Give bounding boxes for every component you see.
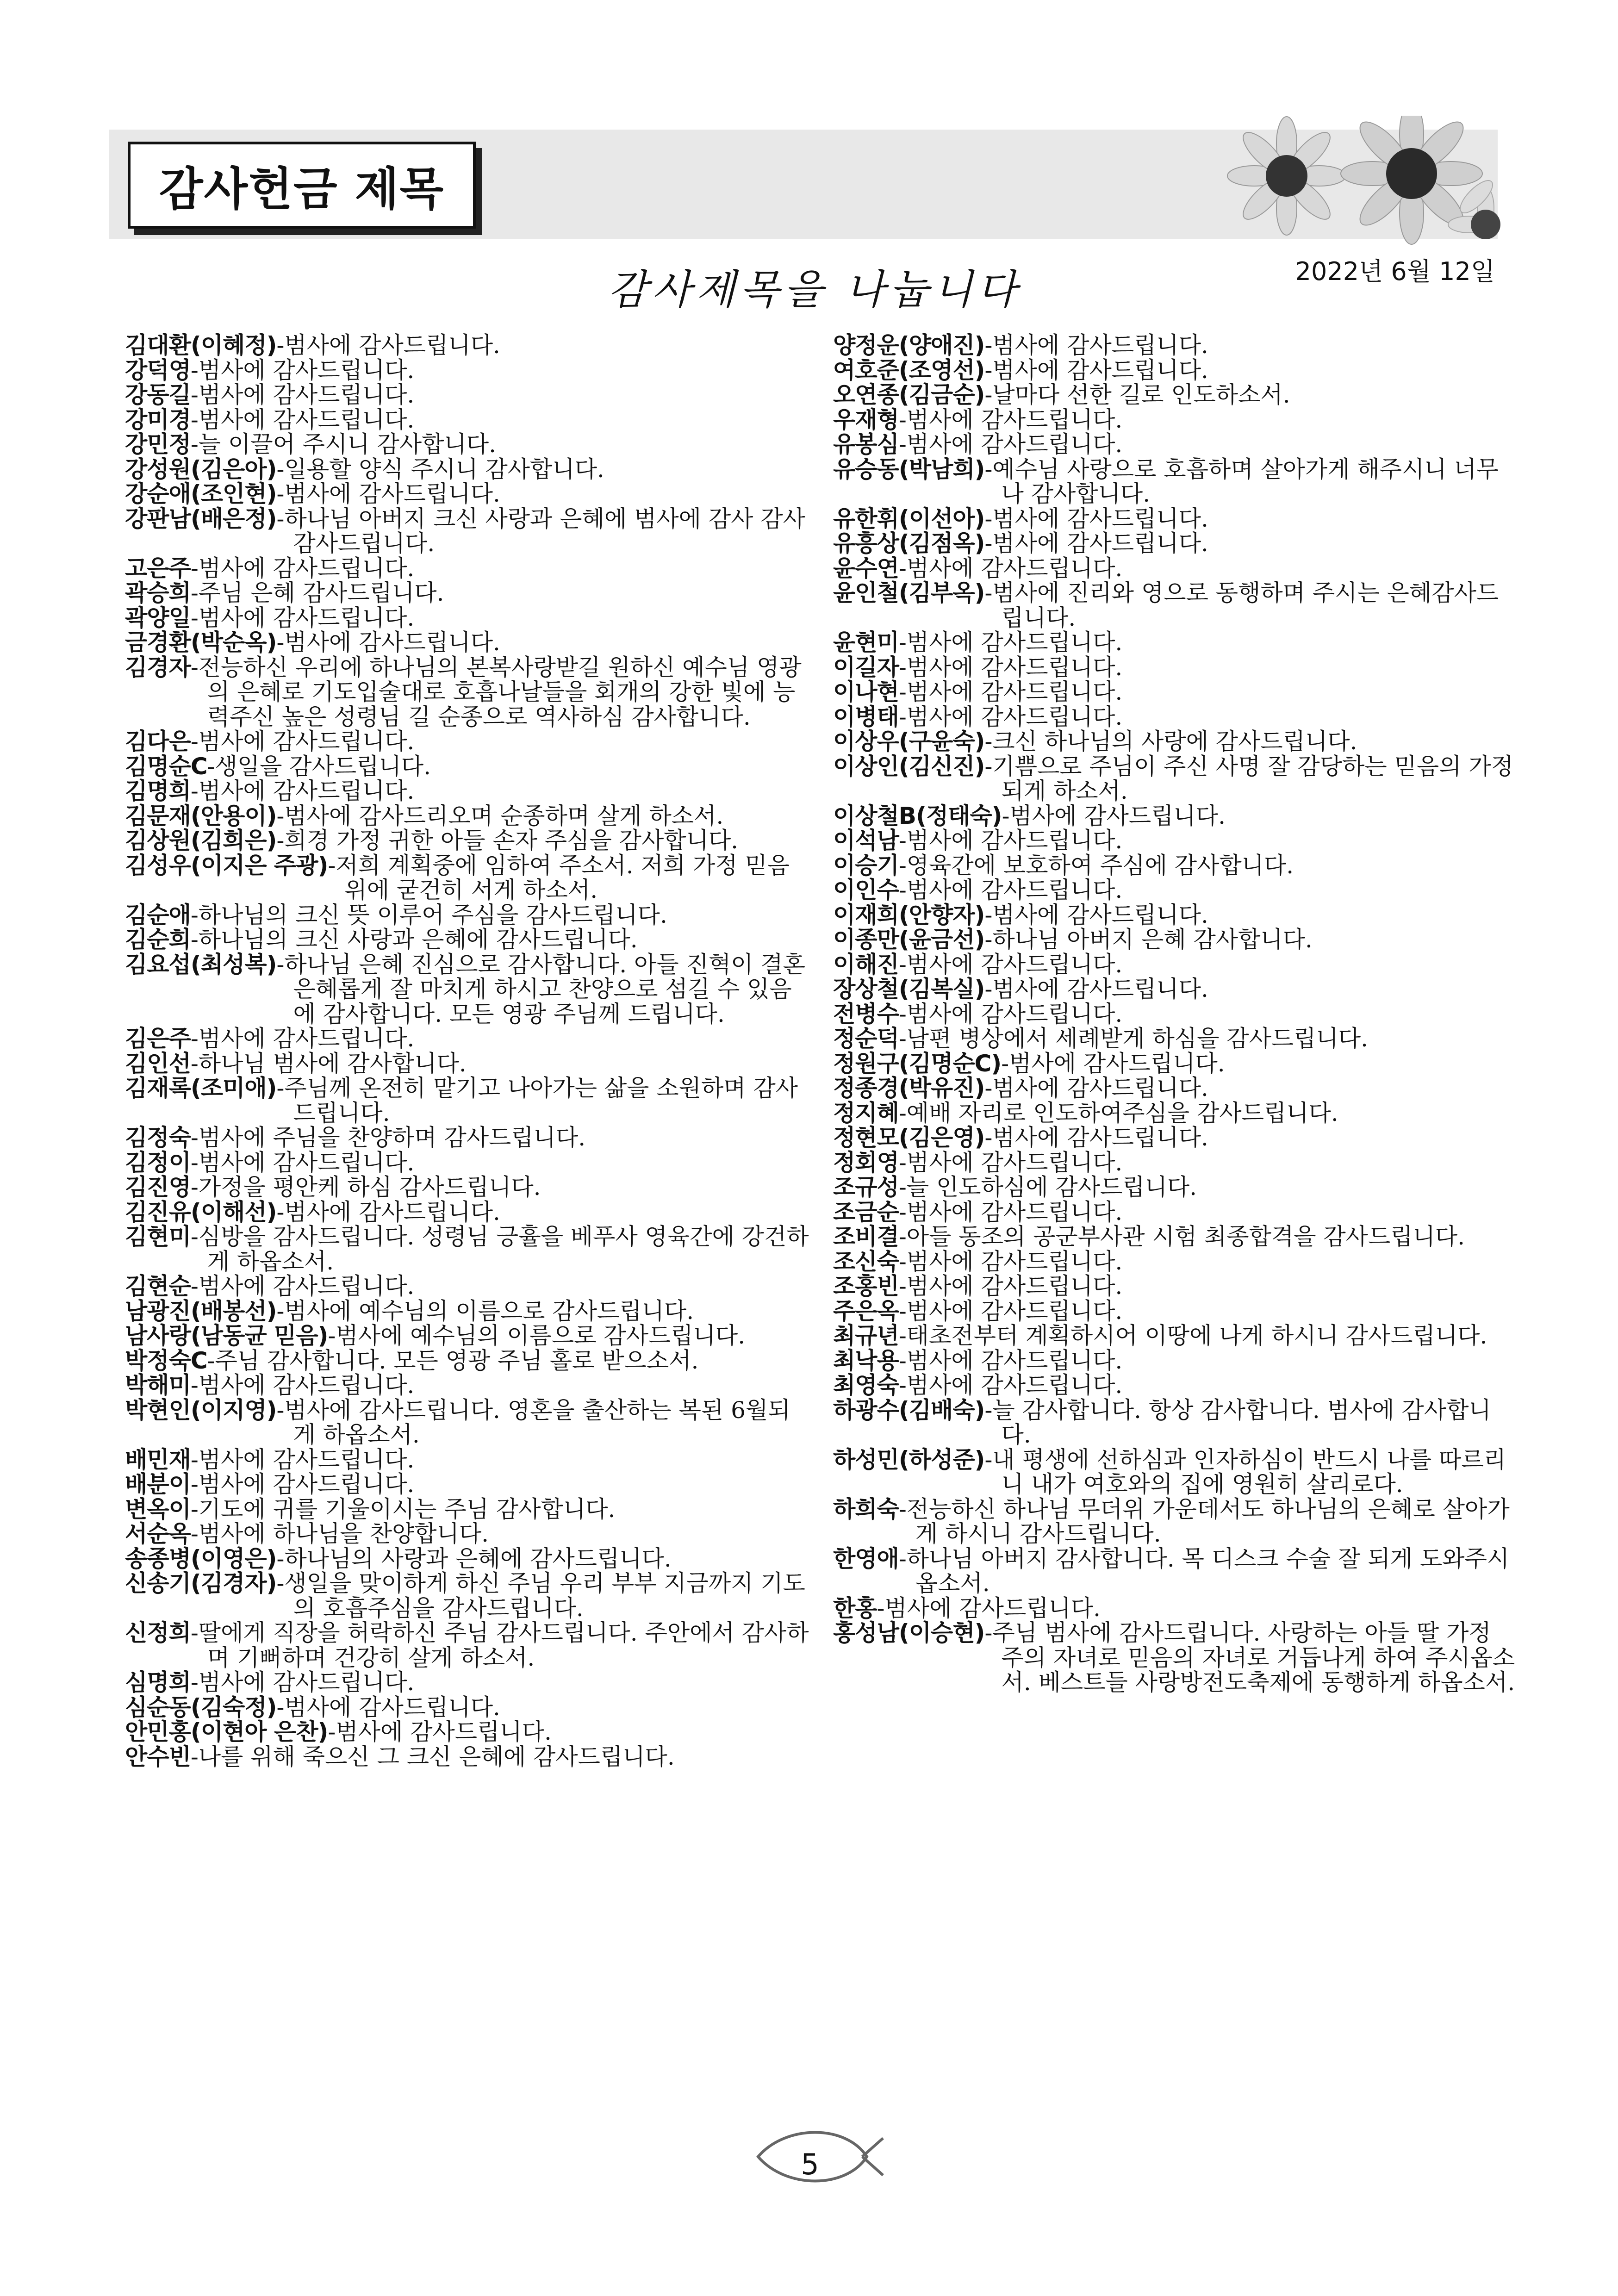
thanks-text: -범사에 감사드립니다. bbox=[898, 703, 1123, 730]
thanks-text: -범사에 감사드립니다. bbox=[898, 951, 1123, 978]
donor-name: 유승동(박남희) bbox=[833, 455, 985, 483]
donor-name: 강동길 bbox=[125, 381, 191, 408]
thanks-text: -희경 가정 귀한 아들 손자 주심을 감사합니다. bbox=[276, 827, 739, 854]
thanks-text: -범사에 감사드립니다. bbox=[898, 678, 1123, 705]
thanks-text: -범사에 감사드립니다. bbox=[898, 1198, 1123, 1226]
thanks-text: -하나님 아버지 은혜 감사합니다. bbox=[984, 926, 1313, 953]
thanks-text: -아들 동조의 공군부사관 시험 최종합격을 감사드립니다. bbox=[898, 1223, 1465, 1250]
list-item bbox=[125, 1126, 810, 1151]
list-item bbox=[125, 1695, 810, 1720]
thanks-text: -범사에 감사드립니다. bbox=[898, 1372, 1123, 1399]
thanks-text: -범사에 감사드립니다. 영혼을 출산하는 복된 6월되게 하옵소서. bbox=[276, 1396, 790, 1448]
list-item bbox=[833, 383, 1518, 408]
thanks-text: -범사에 감사드립니다. bbox=[190, 1025, 415, 1052]
donor-name: 김은주 bbox=[125, 1025, 191, 1052]
donor-name: 안민홍(이현아 은찬) bbox=[125, 1718, 328, 1745]
donor-name: 김명순C bbox=[125, 753, 207, 780]
donor-name: 유한휘(이선아) bbox=[833, 505, 985, 532]
list-item bbox=[833, 680, 1518, 705]
list-item bbox=[125, 606, 810, 631]
thanks-text: -생일을 감사드립니다. bbox=[207, 753, 431, 780]
list-item bbox=[125, 1175, 810, 1200]
donor-name: 김명희 bbox=[125, 778, 191, 804]
list-item bbox=[833, 1175, 1518, 1200]
thanks-text: -범사에 감사드립니다. bbox=[190, 728, 415, 755]
donor-name: 송종병(이영은) bbox=[125, 1545, 277, 1572]
thanks-text: -하나님 아버지 크신 사랑과 은혜에 범사에 감사 감사 감사드립니다. bbox=[276, 505, 805, 557]
donor-name: 최낙용 bbox=[833, 1347, 899, 1374]
donor-name: 고은주 bbox=[125, 554, 191, 582]
thanks-text: -범사에 감사드립니다. bbox=[190, 381, 415, 408]
list-item bbox=[833, 531, 1518, 556]
thanks-text: -범사에 감사드립니다. bbox=[328, 1718, 552, 1745]
list-item bbox=[125, 828, 810, 853]
thanks-text: -딸에게 직장을 허락하신 주님 감사드립니다. 주안에서 감사하며 기뻐하며 건강히 살게 하소서. bbox=[190, 1619, 809, 1671]
donor-name: 윤인철(김부옥) bbox=[833, 579, 985, 606]
thanks-text: -범사에 감사드립니다. bbox=[984, 332, 1208, 359]
thanks-text: -범사에 감사드립니다. bbox=[190, 1669, 415, 1696]
list-item bbox=[833, 457, 1518, 507]
list-item bbox=[125, 1151, 810, 1176]
donor-name: 이승기 bbox=[833, 852, 899, 879]
donor-name: 정지혜 bbox=[833, 1099, 899, 1126]
donor-name: 우재형 bbox=[833, 406, 899, 433]
thanks-text: -내 평생에 선하심과 인자하심이 반드시 나를 따르리니 내가 여호와의 집에 영원히 살리로다. bbox=[984, 1446, 1506, 1498]
thanks-text: -범사에 감사드립니다. bbox=[276, 480, 500, 507]
donor-name: 강민정 bbox=[125, 431, 191, 458]
list-item bbox=[125, 952, 810, 1027]
list-item bbox=[125, 804, 810, 829]
donor-name: 박현인(이지영) bbox=[125, 1396, 277, 1424]
list-item bbox=[125, 1200, 810, 1225]
donor-name: 김경자 bbox=[125, 653, 191, 681]
list-item bbox=[833, 903, 1518, 928]
list-item bbox=[125, 556, 810, 581]
thanks-text: -범사에 진리와 영으로 동행하며 주시는 은혜감사드립니다. bbox=[984, 579, 1499, 631]
donor-name: 최규년 bbox=[833, 1322, 899, 1349]
thanks-text: -범사에 감사드립니다. bbox=[190, 1372, 415, 1399]
thanks-text: -범사에 감사드립니다. bbox=[1001, 1050, 1225, 1077]
thanks-text: -범사에 감사드립니다. bbox=[190, 778, 415, 804]
donor-name: 김진영 bbox=[125, 1174, 191, 1201]
list-item bbox=[125, 1745, 810, 1770]
section-title-box bbox=[128, 142, 476, 229]
donor-name: 배분이 bbox=[125, 1471, 191, 1498]
list-item bbox=[125, 1052, 810, 1076]
donor-name: 이병태 bbox=[833, 703, 899, 730]
thanks-text: -범사에 감사드립니다. bbox=[984, 505, 1208, 532]
right-column bbox=[833, 333, 1518, 1695]
thanks-text: -주님 범사에 감사드립니다. 사랑하는 아들 딸 가정 주의 자녀로 믿음의 자녀로 거듭나게 하여 주시옵소서. 베스트들 사랑방전도축제에 동행하게 하옵소서. bbox=[984, 1619, 1515, 1696]
sunflower-decoration bbox=[1217, 116, 1504, 250]
list-item bbox=[833, 432, 1518, 457]
thanks-text: -범사에 감사드립니다. bbox=[276, 1693, 500, 1721]
thanks-text: -범사에 감사드립니다. bbox=[984, 1124, 1208, 1151]
thanks-text: -전능하신 우리에 하나님의 본복사랑받길 원하신 예수님 영광의 은혜로 기도입술대로 호흡나날들을 회개의 강한 빛에 능력주신 높은 성령님 길 순종으로 역사하심 감사합니다. bbox=[190, 653, 802, 730]
thanks-text: -범사에 감사드립니다. bbox=[190, 1273, 415, 1300]
list-item bbox=[833, 1547, 1518, 1596]
thanks-text: -범사에 감사드립니다. bbox=[190, 554, 415, 582]
donor-name: 이상인(김신진) bbox=[833, 753, 985, 780]
donor-name: 김순희 bbox=[125, 926, 191, 953]
thanks-text: -범사에 감사드립니다. bbox=[898, 1000, 1123, 1027]
donor-name: 홍성남(이승현) bbox=[833, 1619, 985, 1646]
donor-name: 강미경 bbox=[125, 406, 191, 433]
thanks-text: -범사에 감사드립니다. bbox=[276, 629, 500, 656]
list-item bbox=[833, 1324, 1518, 1349]
donor-name: 하성민(하성준) bbox=[833, 1446, 985, 1473]
donor-name: 하광수(김배숙) bbox=[833, 1396, 985, 1424]
list-item bbox=[125, 1373, 810, 1398]
date: 2022년 6월 12일 bbox=[1295, 257, 1495, 286]
list-item bbox=[125, 482, 810, 507]
donor-name: 정종경(박유진) bbox=[833, 1075, 985, 1101]
list-item bbox=[833, 754, 1518, 804]
donor-name: 변옥이 bbox=[125, 1495, 191, 1523]
donor-name: 김상원(김희은) bbox=[125, 827, 277, 854]
donor-name: 박해미 bbox=[125, 1372, 191, 1399]
thanks-text: -태초전부터 계획하시어 이땅에 나게 하시니 감사드립니다. bbox=[898, 1322, 1487, 1349]
donor-name: 신정희 bbox=[125, 1619, 191, 1646]
list-item bbox=[833, 1299, 1518, 1324]
list-item bbox=[125, 1448, 810, 1473]
donor-name: 정현모(김은영) bbox=[833, 1124, 985, 1151]
list-item bbox=[125, 655, 810, 730]
donor-name: 정원구(김명순C) bbox=[833, 1050, 1002, 1077]
donor-name: 박정숙C bbox=[125, 1347, 207, 1374]
donor-name: 정순덕 bbox=[833, 1025, 899, 1052]
thanks-text: -범사에 감사드립니다. bbox=[898, 431, 1123, 458]
list-item bbox=[833, 1052, 1518, 1076]
list-item bbox=[125, 333, 810, 358]
thanks-text: -생일을 맞이하게 하신 주님 우리 부부 지금까지 기도의 호흡주심을 감사드립니다. bbox=[276, 1570, 805, 1622]
thanks-text: -전능하신 하나님 무더위 가운데서도 하나님의 은혜로 살아가게 하시니 감사드립니다. bbox=[898, 1495, 1510, 1547]
donor-name: 한홍 bbox=[833, 1594, 877, 1622]
list-item bbox=[125, 1497, 810, 1522]
thanks-text: -주님 감사합니다. 모든 영광 주님 홀로 받으소서. bbox=[207, 1347, 699, 1374]
thanks-text: -주님께 온전히 맡기고 나아가는 삶을 소원하며 감사드립니다. bbox=[276, 1075, 798, 1126]
list-item bbox=[125, 1274, 810, 1299]
thanks-text: -크신 하나님의 사랑에 감사드립니다. bbox=[984, 728, 1357, 755]
thanks-text: -범사에 감사드립니다. bbox=[877, 1594, 1101, 1622]
list-item bbox=[125, 1076, 810, 1126]
list-item bbox=[125, 1299, 810, 1324]
donor-name: 남사랑(남동균 믿음) bbox=[125, 1322, 328, 1349]
list-item bbox=[125, 1472, 810, 1497]
donor-name: 김요섭(최성복) bbox=[125, 951, 277, 978]
donor-name: 김현미 bbox=[125, 1223, 191, 1250]
thanks-text: -영육간에 보호하여 주심에 감사합니다. bbox=[898, 852, 1294, 879]
list-item bbox=[833, 878, 1518, 903]
thanks-text: -범사에 주님을 찬양하며 감사드립니다. bbox=[190, 1124, 586, 1151]
left-column bbox=[125, 333, 810, 1769]
thanks-text: -나를 위해 죽으신 그 크신 은혜에 감사드립니다. bbox=[190, 1743, 675, 1770]
list-item bbox=[833, 927, 1518, 952]
donor-name: 곽승희 bbox=[125, 579, 191, 606]
thanks-text: -범사에 감사드립니다. bbox=[1002, 802, 1226, 829]
thanks-text: -범사에 감사드립니다. bbox=[190, 1471, 415, 1498]
list-item bbox=[125, 1571, 810, 1621]
list-item bbox=[125, 1225, 810, 1274]
thanks-text: -범사에 감사드립니다. bbox=[984, 976, 1208, 1002]
donor-name: 김현순 bbox=[125, 1273, 191, 1300]
list-item bbox=[833, 333, 1518, 358]
subtitle: 감사제목을 나눕니다 bbox=[608, 266, 1021, 313]
donor-name: 조홍빈 bbox=[833, 1273, 899, 1300]
thanks-text: -범사에 감사드립니다. bbox=[984, 901, 1208, 928]
list-item bbox=[833, 1250, 1518, 1275]
list-item bbox=[125, 1349, 810, 1374]
donor-name: 안수빈 bbox=[125, 1743, 191, 1770]
list-item bbox=[833, 1027, 1518, 1052]
list-item bbox=[833, 853, 1518, 878]
list-item bbox=[833, 1151, 1518, 1176]
thanks-text: -늘 인도하심에 감사드립니다. bbox=[898, 1174, 1197, 1201]
donor-name: 금경환(박순옥) bbox=[125, 629, 277, 656]
donor-name: 장상철(김복실) bbox=[833, 976, 985, 1002]
list-item bbox=[833, 828, 1518, 853]
thanks-text: -범사에 감사드립니다. bbox=[190, 356, 415, 384]
list-item bbox=[125, 903, 810, 928]
thanks-text: -범사에 하나님을 찬양합니다. bbox=[190, 1520, 489, 1547]
list-item bbox=[833, 1200, 1518, 1225]
sunflower-icon-1 bbox=[1227, 117, 1346, 235]
donor-name: 양정운(양애진) bbox=[833, 332, 985, 359]
donor-name: 윤수연 bbox=[833, 554, 899, 582]
thanks-text: -범사에 감사드립니다. bbox=[898, 406, 1123, 433]
list-item bbox=[833, 1126, 1518, 1151]
thanks-text: -기쁨으로 주님이 주신 사명 잘 감당하는 믿음의 가정 되게 하소서. bbox=[984, 753, 1513, 804]
list-item bbox=[125, 1324, 810, 1349]
list-item bbox=[833, 1225, 1518, 1250]
donor-name: 윤현미 bbox=[833, 629, 899, 656]
list-item bbox=[833, 507, 1518, 532]
list-item bbox=[125, 457, 810, 482]
list-item bbox=[833, 358, 1518, 383]
thanks-text: -저희 계획중에 임하여 주소서. 저희 가정 믿음위에 굳건히 서게 하소서. bbox=[328, 852, 790, 903]
donor-name: 이상철B(정태숙) bbox=[833, 802, 1002, 829]
thanks-text: -범사에 감사드립니다. bbox=[276, 332, 500, 359]
list-item bbox=[125, 581, 810, 606]
list-item bbox=[833, 1101, 1518, 1126]
donor-name: 강성원(김은아) bbox=[125, 455, 277, 483]
thanks-text: -범사에 감사드립니다. bbox=[190, 1446, 415, 1473]
thanks-text: -심방을 감사드립니다. 성령님 긍휼을 베푸사 영육간에 강건하게 하옵소서. bbox=[190, 1223, 809, 1275]
donor-name: 조신숙 bbox=[833, 1248, 899, 1275]
thanks-text: -범사에 감사드립니다. bbox=[984, 1075, 1208, 1101]
thanks-text: -범사에 감사드립니다. bbox=[984, 530, 1208, 557]
donor-name: 강순애(조인현) bbox=[125, 480, 277, 507]
thanks-text: -늘 감사합니다. 항상 감사합니다. 범사에 감사합니다. bbox=[984, 1396, 1491, 1448]
donor-name: 강판남(배은정) bbox=[125, 505, 277, 532]
thanks-text: -범사에 감사드립니다. bbox=[898, 1149, 1123, 1176]
donor-name: 김순애 bbox=[125, 901, 191, 928]
donor-name: 서순옥 bbox=[125, 1520, 191, 1547]
donor-name: 전병수 bbox=[833, 1000, 899, 1027]
donor-name: 이재희(안향자) bbox=[833, 901, 985, 928]
donor-name: 이인수 bbox=[833, 877, 899, 903]
list-item bbox=[125, 754, 810, 779]
thanks-text: -범사에 예수님의 이름으로 감사드립니다. bbox=[328, 1322, 746, 1349]
list-item bbox=[125, 1547, 810, 1572]
list-item bbox=[833, 1373, 1518, 1398]
donor-name: 이나현 bbox=[833, 678, 899, 705]
list-item bbox=[833, 1448, 1518, 1497]
donor-name: 곽양일 bbox=[125, 604, 191, 631]
thanks-text: -예배 자리로 인도하여주심을 감사드립니다. bbox=[898, 1099, 1338, 1126]
donor-name: 배민재 bbox=[125, 1446, 191, 1473]
list-item bbox=[125, 779, 810, 804]
donor-name: 김정숙 bbox=[125, 1124, 191, 1151]
thanks-text: -예수님 사랑으로 호흡하며 살아가게 해주시니 너무나 감사합니다. bbox=[984, 455, 1499, 507]
list-item bbox=[125, 1522, 810, 1547]
section-title: 감사헌금 제목 bbox=[159, 162, 445, 216]
thanks-text: -범사에 감사드리오며 순종하며 살게 하소서. bbox=[276, 802, 724, 829]
donor-name: 남광진(배봉선) bbox=[125, 1297, 277, 1325]
donor-name: 심명희 bbox=[125, 1669, 191, 1696]
donor-name: 김인선 bbox=[125, 1050, 191, 1077]
list-item bbox=[833, 1076, 1518, 1101]
thanks-text: -범사에 감사드립니다. bbox=[898, 653, 1123, 681]
donor-name: 김문재(안용이) bbox=[125, 802, 277, 829]
donor-name: 조금순 bbox=[833, 1198, 899, 1226]
list-item bbox=[833, 1596, 1518, 1621]
list-item bbox=[125, 358, 810, 383]
thanks-text: -범사에 예수님의 이름으로 감사드립니다. bbox=[276, 1297, 694, 1325]
donor-name: 김다은 bbox=[125, 728, 191, 755]
thanks-text: -범사에 감사드립니다. bbox=[898, 827, 1123, 854]
list-item bbox=[125, 1720, 810, 1745]
thanks-text: -범사에 감사드립니다. bbox=[898, 1347, 1123, 1374]
donor-name: 이해진 bbox=[833, 951, 899, 978]
donor-name: 하희숙 bbox=[833, 1495, 899, 1523]
donor-name: 이길자 bbox=[833, 653, 899, 681]
list-item bbox=[125, 729, 810, 754]
thanks-text: -기도에 귀를 기울이시는 주님 감사합니다. bbox=[190, 1495, 616, 1523]
list-item bbox=[125, 927, 810, 952]
list-item bbox=[125, 383, 810, 408]
list-item bbox=[125, 1670, 810, 1695]
donor-name: 한영애 bbox=[833, 1545, 899, 1572]
list-item bbox=[833, 1274, 1518, 1299]
thanks-text: -범사에 감사드립니다. bbox=[898, 1273, 1123, 1300]
thanks-text: -범사에 감사드립니다. bbox=[190, 604, 415, 631]
list-item bbox=[833, 804, 1518, 829]
list-item bbox=[833, 952, 1518, 977]
donor-name: 주은옥 bbox=[833, 1297, 899, 1325]
list-item bbox=[833, 1398, 1518, 1448]
thanks-text: -범사에 감사드립니다. bbox=[984, 356, 1208, 384]
thanks-text: -일용할 양식 주시니 감사합니다. bbox=[276, 455, 604, 483]
donor-name: 조규성 bbox=[833, 1174, 899, 1201]
list-item bbox=[833, 1002, 1518, 1027]
list-item bbox=[125, 507, 810, 556]
thanks-text: -범사에 감사드립니다. bbox=[898, 629, 1123, 656]
thanks-text: -하나님의 사랑과 은혜에 감사드립니다. bbox=[276, 1545, 672, 1572]
donor-name: 김재록(조미애) bbox=[125, 1075, 277, 1101]
thanks-text: -범사에 감사드립니다. bbox=[898, 1297, 1123, 1325]
donor-name: 이석남 bbox=[833, 827, 899, 854]
list-item bbox=[833, 705, 1518, 730]
list-item bbox=[125, 853, 810, 903]
list-item bbox=[833, 408, 1518, 433]
thanks-text: -주님 은혜 감사드립니다. bbox=[190, 579, 444, 606]
list-item bbox=[125, 432, 810, 457]
donor-name: 유봉심 bbox=[833, 431, 899, 458]
thanks-text: -범사에 감사드립니다. bbox=[898, 877, 1123, 903]
donor-name: 이상우(구윤숙) bbox=[833, 728, 985, 755]
list-item bbox=[125, 1027, 810, 1052]
thanks-text: -늘 이끌어 주시니 감사합니다. bbox=[190, 431, 496, 458]
list-item bbox=[125, 630, 810, 655]
donor-name: 여호준(조영선) bbox=[833, 356, 985, 384]
donor-name: 김성우(이지은 주광) bbox=[125, 852, 328, 879]
thanks-text: -범사에 감사드립니다. bbox=[190, 406, 415, 433]
thanks-text: -범사에 감사드립니다. bbox=[190, 1149, 415, 1176]
donor-name: 정회영 bbox=[833, 1149, 899, 1176]
donor-name: 심순동(김숙정) bbox=[125, 1693, 277, 1721]
donor-name: 강덕영 bbox=[125, 356, 191, 384]
page-number: 5 bbox=[801, 2147, 819, 2181]
list-item bbox=[833, 581, 1518, 630]
thanks-text: -하나님 아버지 감사합니다. 목 디스크 수술 잘 되게 도와주시옵소서. bbox=[898, 1545, 1510, 1597]
list-item bbox=[833, 729, 1518, 754]
donor-name: 김대환(이혜정) bbox=[125, 332, 277, 359]
donor-name: 김정이 bbox=[125, 1149, 191, 1176]
list-item bbox=[833, 1349, 1518, 1374]
list-item bbox=[833, 1497, 1518, 1547]
list-item bbox=[125, 1621, 810, 1670]
list-item bbox=[833, 655, 1518, 680]
donor-name: 이종만(윤금선) bbox=[833, 926, 985, 953]
donor-name: 조비결 bbox=[833, 1223, 899, 1250]
thanks-text: -하나님 범사에 감사합니다. bbox=[190, 1050, 467, 1077]
thanks-text: -날마다 선한 길로 인도하소서. bbox=[984, 381, 1290, 408]
list-item bbox=[125, 1398, 810, 1448]
thanks-text: -하나님 은혜 진심으로 감사합니다. 아들 진혁이 결혼 은혜롭게 잘 마치게 하시고 찬양으로 섬길 수 있음에 감사합니다. 모든 영광 주님께 드립니다. bbox=[276, 951, 805, 1027]
thanks-text: -남편 병상에서 세례받게 하심을 감사드립니다. bbox=[898, 1025, 1368, 1052]
list-item bbox=[833, 977, 1518, 1002]
donor-name: 최영숙 bbox=[833, 1372, 899, 1399]
list-item bbox=[833, 556, 1518, 581]
donor-name: 유흥상(김점옥) bbox=[833, 530, 985, 557]
thanks-text: -하나님의 크신 뜻 이루어 주심을 감사드립니다. bbox=[190, 901, 667, 928]
donor-name: 오연종(김금순) bbox=[833, 381, 985, 408]
thanks-text: -범사에 감사드립니다. bbox=[276, 1198, 500, 1226]
thanks-text: -범사에 감사드립니다. bbox=[898, 1248, 1123, 1275]
list-item bbox=[125, 408, 810, 433]
list-item bbox=[833, 630, 1518, 655]
thanks-text: -하나님의 크신 사랑과 은혜에 감사드립니다. bbox=[190, 926, 638, 953]
thanks-text: -범사에 감사드립니다. bbox=[898, 554, 1123, 582]
list-item bbox=[833, 1621, 1518, 1695]
donor-name: 신송기(김경자) bbox=[125, 1570, 277, 1597]
thanks-text: -가정을 평안케 하심 감사드립니다. bbox=[190, 1174, 541, 1201]
donor-name: 김진유(이해선) bbox=[125, 1198, 277, 1226]
